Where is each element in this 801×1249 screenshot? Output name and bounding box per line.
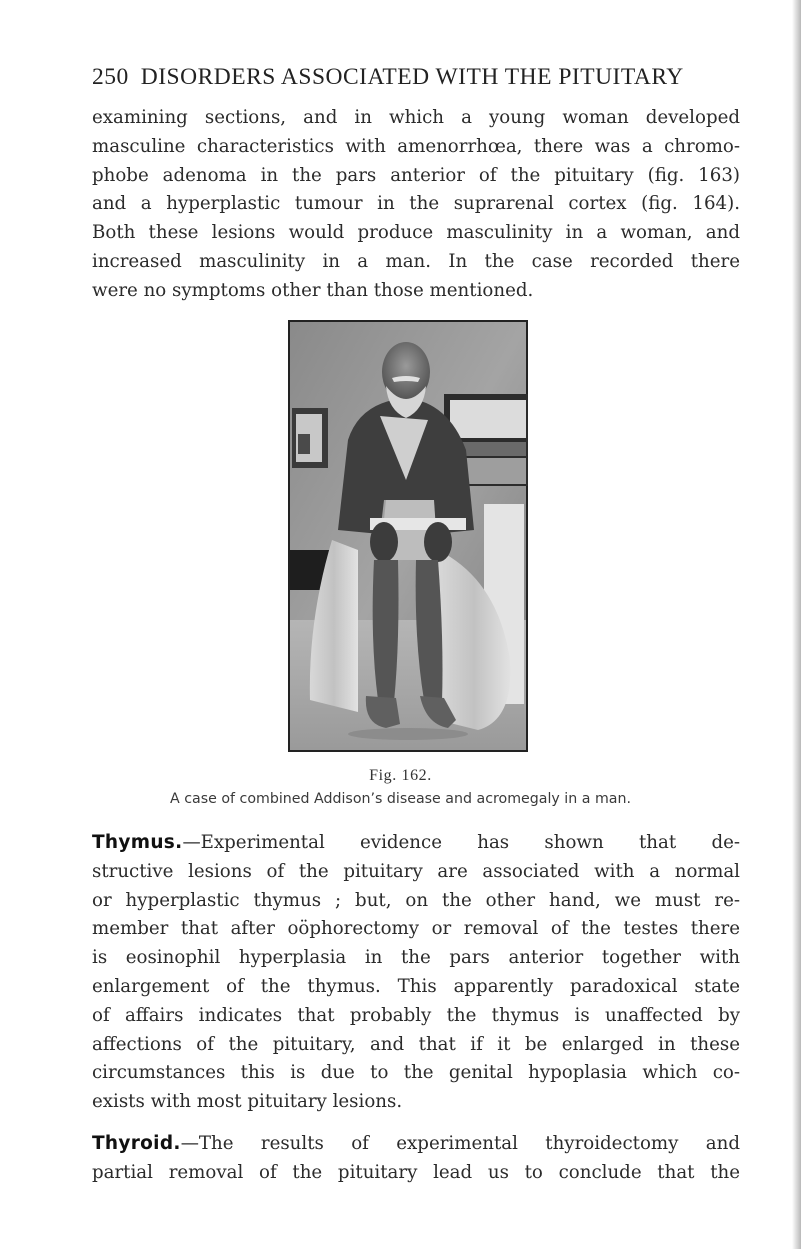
text-line: Both these lesions would produce masculinity in a woman, and [92, 222, 740, 244]
text-line: or hyperplastic thymus ; but, on the other hand, we must re- [92, 889, 740, 911]
text-line: were no symptoms other than those mentioned. [92, 279, 534, 301]
text-line: is eosinophil hyperplasia in the pars anterior together with [92, 947, 740, 969]
text-line: member that after oöphorectomy or removal of the testes there [92, 918, 740, 940]
figure-number: Fig. 162. [369, 767, 432, 784]
text-line: phobe adenoma in the pars anterior of the pituitary (fig. 163) [92, 164, 740, 186]
text-line: masculine characteristics with amenorrhœa, there was a chromo- [92, 135, 740, 157]
text-line: partial removal of the pituitary lead us to conclude that the [92, 1161, 740, 1183]
text-line [92, 1130, 740, 1159]
figure-photograph [288, 320, 528, 752]
figure-caption: A case of combined Addison’s disease and acromegaly in a man. [170, 791, 631, 807]
text-line-continuation: —Experimental evidence has shown that de- [182, 832, 740, 853]
page-number: 250 [92, 64, 129, 90]
section-heading-thyroid: Thyroid. [92, 1133, 181, 1154]
section-heading-thymus: Thymus. [92, 832, 183, 853]
running-header [92, 64, 732, 91]
paragraph-intro [92, 104, 740, 306]
paragraph-thyroid [92, 1130, 740, 1188]
text-line: increased masculinity in a man. In the case recorded there [92, 250, 740, 272]
text-line: enlargement of the thymus. This apparently paradoxical state [92, 975, 740, 997]
text-line: exists with most pituitary lesions. [92, 1091, 403, 1113]
text-line-continuation: —The results of experimental thyroidectomy and [180, 1133, 740, 1154]
text-line [92, 829, 740, 858]
text-line: and a hyperplastic tumour in the suprarenal cortex (fig. 164). [92, 193, 740, 215]
text-line: of affairs indicates that probably the thymus is unaffected by [92, 1004, 740, 1026]
text-line: circumstances this is due to the genital hypoplasia which co- [92, 1062, 740, 1084]
page-edge-shadow [792, 0, 801, 1249]
seated-man-photo [288, 320, 528, 752]
running-title: DISORDERS ASSOCIATED WITH THE PITUITARY [140, 64, 684, 90]
paragraph-thymus [92, 829, 740, 1117]
text-line: examining sections, and in which a young woman developed [92, 107, 740, 128]
text-line: structive lesions of the pituitary are associated with a normal [92, 860, 740, 882]
text-line: affections of the pituitary, and that if it be enlarged in these [92, 1033, 740, 1055]
